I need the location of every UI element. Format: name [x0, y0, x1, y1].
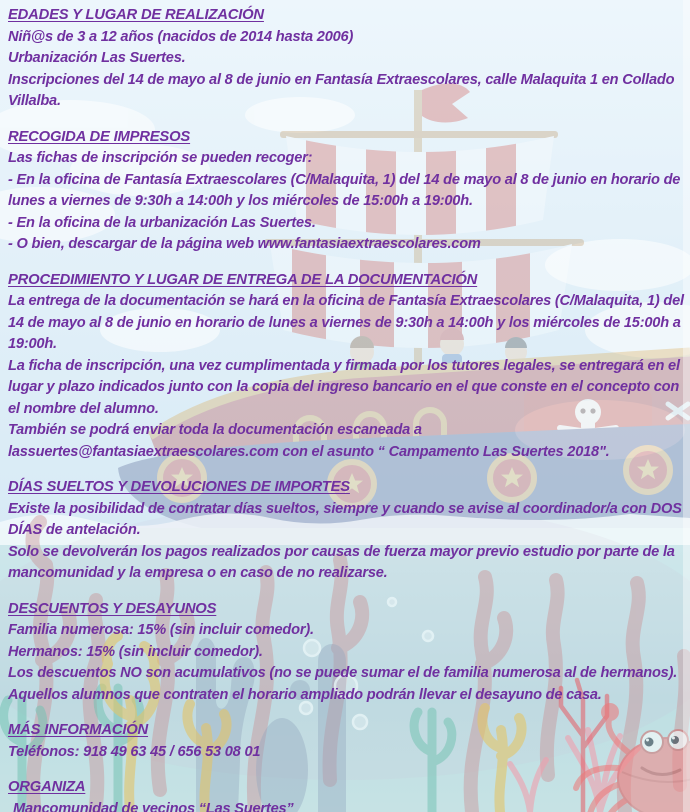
section-mas-informacion — [8, 720, 688, 763]
section-heading: PROCEDIMIENTO Y LUGAR DE ENTREGA DE LA DOCUMENTACIÓN — [8, 271, 478, 288]
paragraph: También se podrá enviar toda la documentación escaneada a lassuertes@fantasiaextraescolares.com con el asunto “ Campamento Las Suertes 2018". — [8, 422, 610, 460]
section-recogida — [8, 127, 688, 256]
paragraph: Mancomunidad de vecinos “Las Suertes” — [13, 800, 294, 812]
section-heading: DESCUENTOS Y DESAYUNOS — [8, 600, 217, 617]
flyer-text — [8, 5, 688, 812]
section-dias-sueltos — [8, 477, 688, 585]
paragraph: Inscripciones del 14 de mayo al 8 de junio en Fantasía Extraescolares, calle Malaquita 1 en Collado Villalba. — [8, 71, 675, 109]
paragraph: Existe la posibilidad de contratar días sueltos, siempre y cuando se avise al coordinador/a con DOS DÍAS de antelación. — [8, 500, 682, 538]
paragraph: Solo se devolverán los pagos realizados por causas de fuerza mayor previo estudio por parte de la mancomunidad y la empresa o en caso de no realizarse. — [8, 543, 675, 581]
section-heading: ORGANIZA — [8, 779, 86, 795]
section-heading: DÍAS SUELTOS Y DEVOLUCIONES DE IMPORTES — [8, 479, 350, 495]
section-heading: EDADES Y LUGAR DE REALIZACIÓN — [8, 7, 264, 23]
paragraph: Hermanos: 15% (sin incluir comedor). — [8, 643, 263, 660]
paragraph: Aquellos alumnos que contraten el horario ampliado podrán llevar el desayuno de casa. — [8, 686, 602, 703]
paragraph: - En la oficina de Fantasía Extraescolares (C/Malaquita, 1) del 14 de mayo al 8 de junio en horario de lunes a viernes de 9:30h a 14:00h y los miércoles de 15:00h a 19:00h. — [8, 171, 681, 209]
paragraph: Las fichas de inscripción se pueden recoger: — [8, 150, 313, 166]
paragraph: Teléfonos: 918 49 63 45 / 656 53 08 01 — [8, 743, 261, 760]
paragraph: La ficha de inscripción, una vez cumplimentada y firmada por los tutores legales, se entregará en el lugar y plazo indicados junto con la copia del ingreso bancario en el que conste en el concepto con el nombre del alumno. — [8, 357, 680, 417]
paragraph: Urbanización Las Suertes. — [8, 50, 186, 66]
paragraph: La entrega de la documentación se hará en la oficina de Fantasía Extraescolares (C/Malaquita, 1) del 14 de mayo al 8 de junio en horario de lunes a viernes de 9:30h a 14:00h y los miércoles de 15:00h a 19:00h. — [8, 293, 684, 352]
section-procedimiento — [8, 270, 688, 464]
paragraph: - O bien, descargar de la página web www.fantasiaextraescolares.com — [8, 236, 481, 252]
paragraph: Niñ@s de 3 a 12 años (nacidos de 2014 hasta 2006) — [8, 28, 354, 45]
section-organiza — [8, 777, 688, 812]
section-heading: MÁS INFORMACIÓN — [8, 722, 149, 738]
section-descuentos — [8, 599, 688, 707]
paragraph: - En la oficina de la urbanización Las Suertes. — [8, 214, 316, 231]
paragraph: Los descuentos NO son acumulativos (no se puede sumar el de familia numerosa al de hermanos). — [8, 665, 678, 681]
section-edades — [8, 5, 688, 113]
paragraph: Familia numerosa: 15% (sin incluir comedor). — [8, 622, 314, 638]
section-heading: RECOGIDA DE IMPRESOS — [8, 128, 191, 145]
